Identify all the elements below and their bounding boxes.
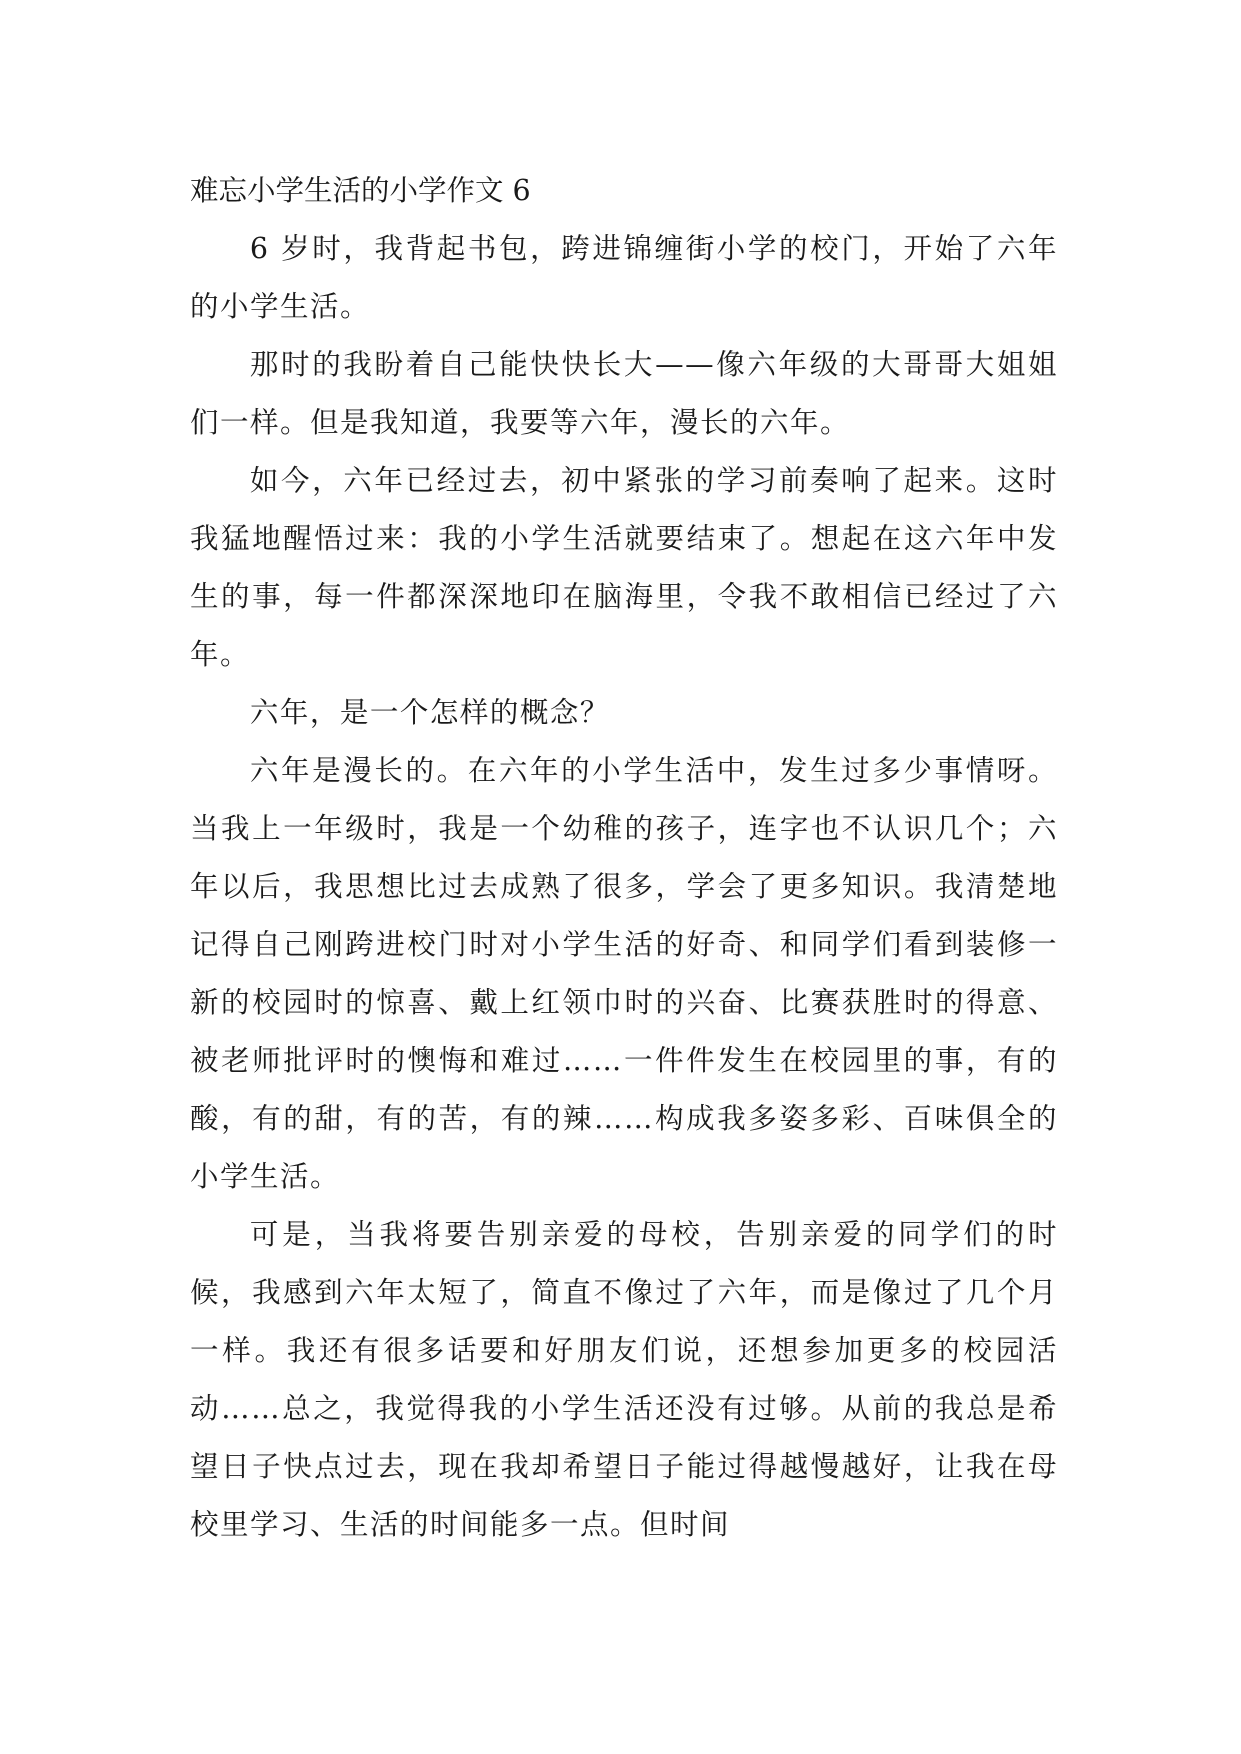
paragraph-3: 如今，六年已经过去，初中紧张的学习前奏响了起来。这时我猛地醒悟过来：我的小学生活就要结束了。想起在这六年中发生的事，每一件都深深地印在脑海里，令我不敢相信已经过了六年。 — [190, 464, 1058, 671]
paragraph-4: 六年，是一个怎样的概念？ — [249, 696, 610, 729]
document-body — [190, 162, 1058, 1554]
paragraph-2: 那时的我盼着自己能快快长大——像六年级的大哥哥大姐姐们一样。但是我知道，我要等六年，漫长的六年。 — [190, 348, 1058, 439]
paragraph-6: 可是，当我将要告别亲爱的母校，告别亲爱的同学们的时候，我感到六年太短了，简直不像过了六年，而是像过了几个月一样。我还有很多话要和好朋友们说，还想参加更多的校园活动……总之，我觉得我的小学生活还没有过够。从前的我总是希望日子快点过去，现在我却希望日子能过得越慢越好，让我在母校里学习、生活的时间能多一点。但时间 — [190, 1218, 1058, 1541]
paragraph-5: 六年是漫长的。在六年的小学生活中，发生过多少事情呀。当我上一年级时，我是一个幼稚的孩子，连字也不认识几个；六年以后，我思想比过去成熟了很多，学会了更多知识。我清楚地记得自己刚跨进校门时对小学生活的好奇、和同学们看到装修一新的校园时的惊喜、戴上红领巾时的兴奋、比赛获胜时的得意、被老师批评时的懊悔和难过……一件件发生在校园里的事，有的酸，有的甜，有的苦，有的辣……构成我多姿多彩、百味俱全的小学生活。 — [190, 754, 1058, 1193]
paragraph-1: 6 岁时，我背起书包，跨进锦缠街小学的校门，开始了六年的小学生活。 — [190, 232, 1058, 323]
document-title: 难忘小学生活的小学作文 6 — [190, 174, 531, 207]
